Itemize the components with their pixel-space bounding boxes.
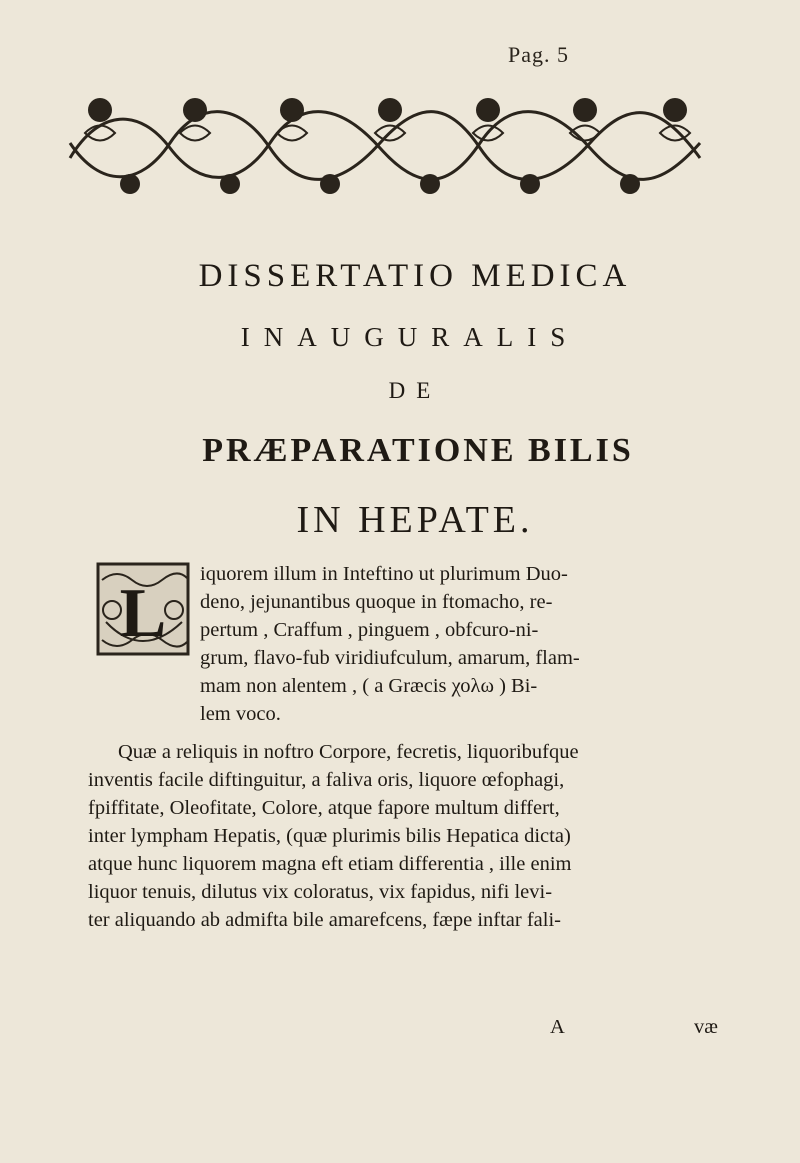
text-line: mam non alentem , ( a Græcis χολω ) Bi-	[200, 675, 538, 697]
text-line: deno, jejunantibus quoque in ftomacho, re-	[200, 591, 553, 613]
text-line: grum, flavo-fub viridiufculum, amarum, flam-	[200, 647, 580, 669]
title-line-1: DISSERTATIO MEDICA	[198, 258, 632, 294]
text-line: Quæ a reliquis in noftro Corpore, fecretis, liquoribufque	[118, 741, 579, 763]
catchword: væ	[694, 1016, 718, 1038]
text-line: iquorem illum in Inteftino ut plurimum Duo-	[200, 563, 568, 585]
text-line: inter lympham Hepatis, (quæ plurimis bilis Hepatica dicta)	[88, 825, 571, 847]
text-line: inventis facile diftinguitur, a faliva oris, liquore œfophagi,	[88, 769, 565, 791]
decorative-headpiece	[60, 88, 710, 198]
text-line: lem voco.	[200, 703, 281, 725]
second-paragraph	[88, 738, 720, 934]
text-line: pertum , Craffum , pinguem , obfcuro-ni-	[200, 619, 539, 641]
text-line: atque hunc liquorem magna eft etiam differentia , ille enim	[88, 853, 572, 875]
title-line-5: IN HEPATE.	[296, 499, 534, 541]
page-number: Pag. 5	[508, 42, 569, 67]
text-line: liquor tenuis, dilutus vix coloratus, vix fapidus, nifi levi-	[88, 881, 553, 903]
signature-mark: A	[550, 1016, 565, 1038]
decorated-initial-l	[92, 560, 194, 662]
title-line-2: INAUGURALIS	[240, 322, 580, 352]
title-line-4: PRÆPARATIONE BILIS	[202, 432, 634, 469]
footer-line	[88, 1016, 720, 1044]
title-line-3: DE	[388, 378, 442, 403]
first-paragraph	[200, 560, 720, 728]
text-line: fpiffitate, Oleofitate, Colore, atque fapore multum differt,	[88, 797, 560, 819]
text-line: ter aliquando ab admifta bile amarefcens, fæpe inftar fali-	[88, 909, 561, 931]
initial-letter: L	[119, 575, 167, 652]
